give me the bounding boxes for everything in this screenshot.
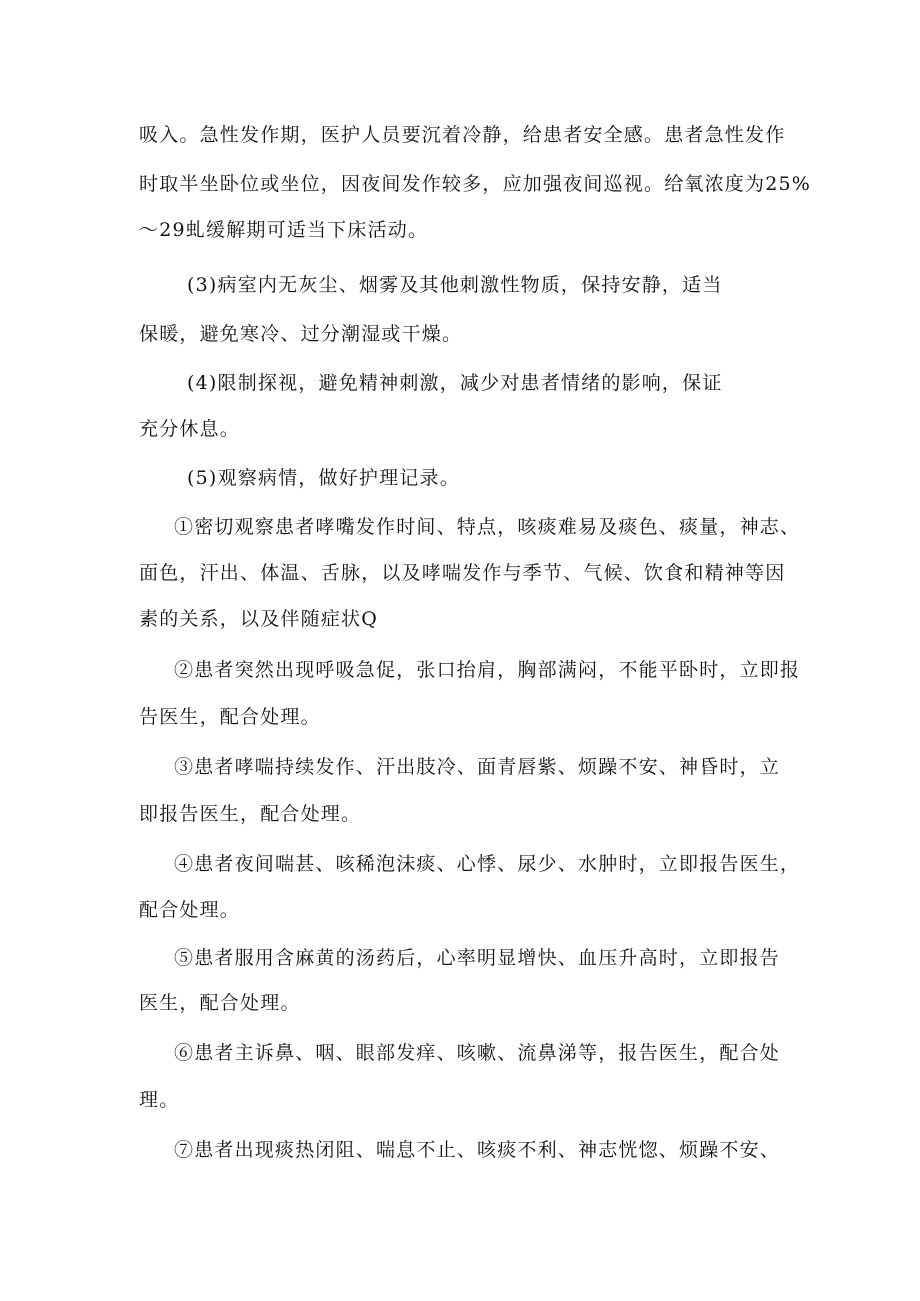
text-line: ②患者突然出现呼吸急促，张口抬肩，胸部满闷，不能平卧时，立即报 [174, 659, 801, 681]
text-line: ④患者夜间喘甚、咳稀泡沫痰、心悸、尿少、水肿时，立即报告医生， [174, 853, 801, 875]
text-line: 吸入。急性发作期，医护人员要沉着冷静，给患者安全感。患者急性发作 [139, 124, 786, 146]
text-line: (4)限制探视，避免精神刺激，减少对患者情绪的影响，保证 [187, 372, 723, 394]
text-line: 面色，汗出、体温、舌脉，以及哮喘发作与季节、气候、饮食和精神等因 [139, 562, 786, 584]
text-line: 理。 [139, 1089, 180, 1111]
text-line: ①密切观察患者哮嘴发作时间、特点，咳痰难易及痰色、痰量，神志、 [174, 516, 801, 538]
text-line: ⑥患者主诉鼻、咽、眼部发痒、咳嗽、流鼻涕等，报告医生，配合处 [174, 1042, 781, 1064]
text-line: ③患者哮喘持续发作、汗出肢冷、面青唇紫、烦躁不安、神昏时，立 [174, 756, 781, 778]
text-line: ⑦患者出现痰热闭阻、喘息不止、咳痰不利、神志恍惚、烦躁不安、 [174, 1139, 781, 1161]
text-line: ⑤患者服用含麻黄的汤药后，心率明显增快、血压升高时，立即报告 [174, 947, 781, 969]
text-line: (3)病室内无灰尘、烟雾及其他刺激性物质，保持安静，适当 [187, 274, 723, 296]
text-line: 保暖，避免寒冷、过分潮湿或干燥。 [139, 323, 463, 345]
text-line: 充分休息。 [139, 418, 241, 440]
text-line: ～29虬缓解期可适当下床活动。 [139, 219, 429, 241]
text-line: 告医生，配合处理。 [139, 706, 321, 728]
text-line: 医生，配合处理。 [139, 992, 301, 1014]
text-line: 时取半坐卧位或坐位，因夜间发作较多，应加强夜间巡视。给氧浓度为25% [139, 173, 812, 195]
text-line: (5)观察病情，做好护理记录。 [187, 467, 460, 489]
text-line: 配合处理。 [139, 899, 241, 921]
text-line: 素的关系，以及伴随症状Q [139, 608, 378, 630]
text-line: 即报告医生，配合处理。 [139, 803, 362, 825]
